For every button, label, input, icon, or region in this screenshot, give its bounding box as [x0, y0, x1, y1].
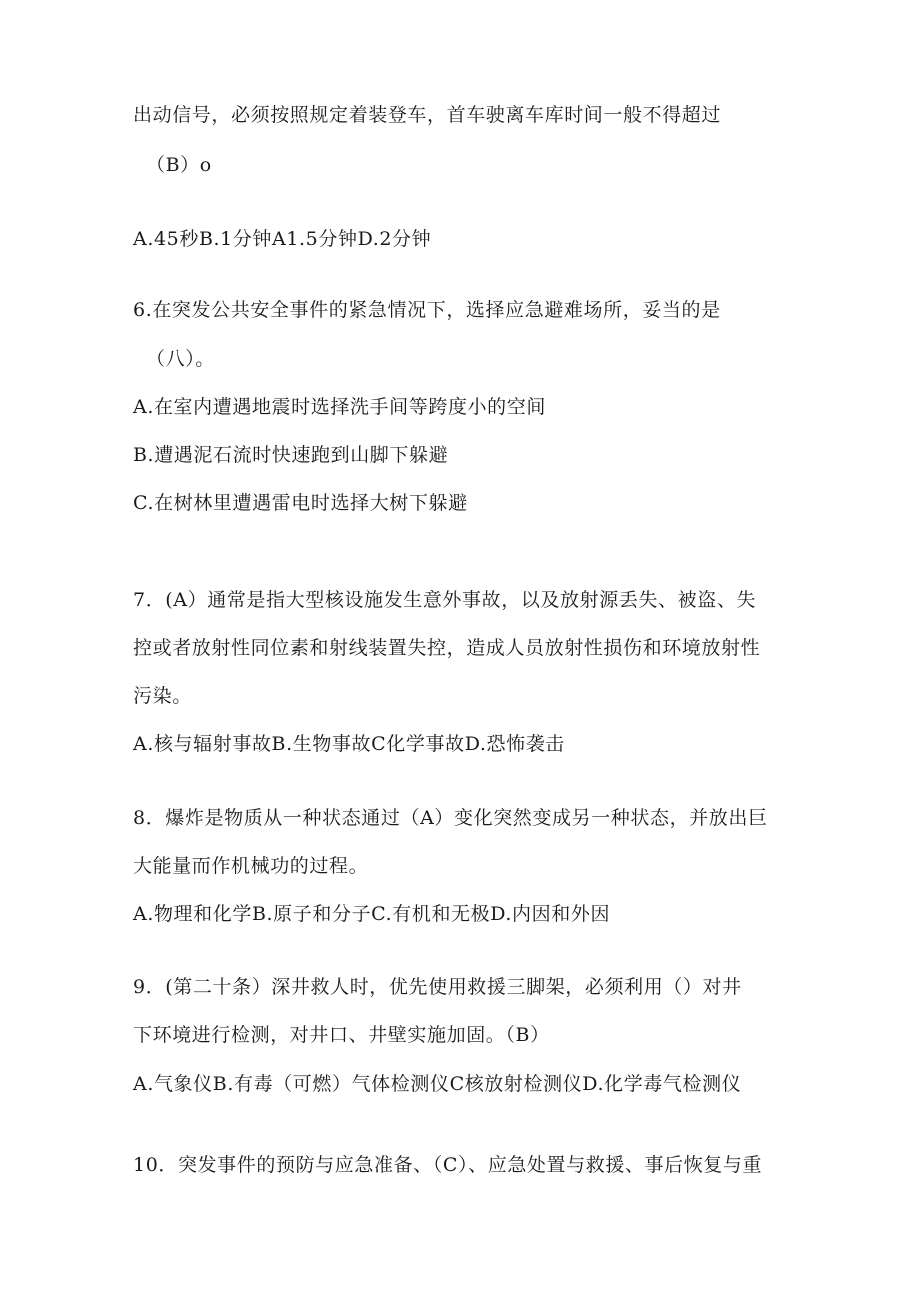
q10-text-line-1: 10．突发事件的预防与应急准备、（C）、应急处置与救援、事后恢复与重 [133, 1154, 763, 1176]
q5-text-line-1: 出动信号，必须按照规定着装登车，首车驶离车库时间一般不得超过 [133, 104, 722, 126]
q9-text-line-1: 9．(第二十条）深井救人时，优先使用救援三脚架，必须利用（）对井 [133, 976, 742, 998]
q5-options: A.45秒B.1分钟A1.5分钟D.2分钟 [133, 228, 432, 250]
q6-option-b: B.遭遇泥石流时快速跑到山脚下躲避 [133, 444, 449, 466]
q6-option-c: C.在树林里遭遇雷电时选择大树下躲避 [133, 492, 468, 514]
q9-options: A.气象仪B.有毒（可燃）气体检测仪C核放射检测仪D.化学毒气检测仪 [133, 1073, 742, 1095]
q8-text-line-1: 8．爆炸是物质从一种状态通过（A）变化突然变成另一种状态，并放出巨 [133, 807, 768, 829]
q8-options: A.物理和化学B.原子和分子C.有机和无极D.内因和外因 [133, 903, 611, 925]
q5-answer-line: （B）o [146, 154, 212, 176]
q6-option-a: A.在室内遭遇地震时选择洗手间等跨度小的空间 [133, 396, 546, 418]
q9-text-line-2: 下环境进行检测，对井口、井壁实施加固。（B） [133, 1024, 550, 1046]
q7-text-line-2: 控或者放射性同位素和射线装置失控，造成人员放射性损伤和环境放射性 [133, 637, 761, 659]
q7-text-line-1: 7．(A）通常是指大型核设施发生意外事故，以及放射源丢失、被盗、失 [133, 589, 757, 611]
q6-text-line-1: 6.在突发公共安全事件的紧急情况下，选择应急避难场所，妥当的是 [133, 299, 721, 321]
q8-text-line-2: 大能量而作机械功的过程。 [133, 855, 369, 877]
q7-text-line-3: 污染。 [133, 685, 192, 707]
q7-options: A.核与辐射事故B.生物事故C化学事故D.恐怖袭击 [133, 733, 565, 755]
q6-answer-line: （八）。 [146, 348, 215, 370]
